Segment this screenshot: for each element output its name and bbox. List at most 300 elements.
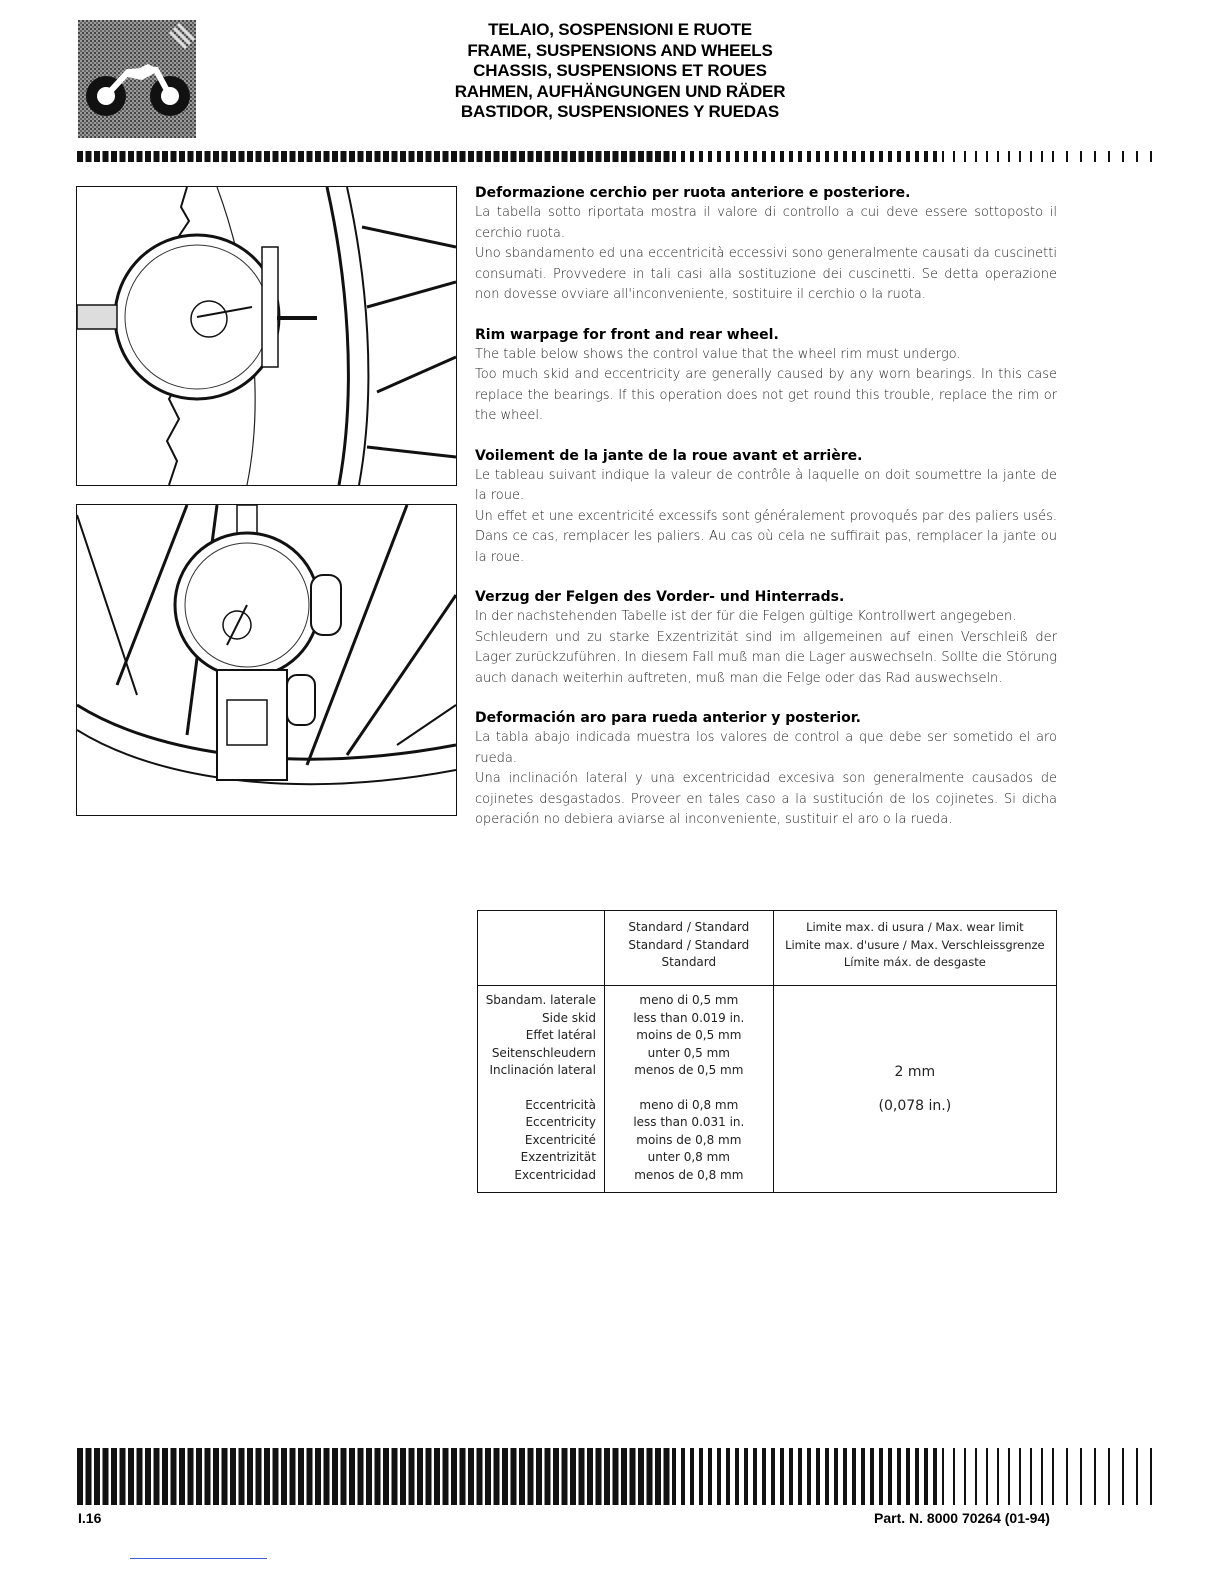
section-paragraph: Le tableau suivant indique la valeur de contrôle à laquelle on doit soumettre la jante de la roue. — [475, 467, 1057, 503]
barcode-bar — [630, 1448, 636, 1505]
section-icon — [78, 20, 196, 138]
section-fr — [475, 446, 1057, 569]
section-heading: Deformación aro para rueda anterior y posterior. — [475, 710, 861, 726]
barcode-bar — [780, 151, 784, 162]
body-text — [475, 183, 1057, 850]
barcode-bar — [196, 151, 202, 162]
barcode-bar — [613, 151, 619, 162]
barcode-bar — [205, 151, 211, 162]
barcode-bar — [726, 1448, 730, 1505]
photo-dial-gauge-front — [76, 504, 457, 816]
barcode-bar — [744, 151, 748, 162]
barcode-bar — [426, 1448, 432, 1505]
barcode-bar — [239, 1448, 245, 1505]
barcode-bar — [825, 1448, 829, 1505]
barcode-bar — [528, 1448, 534, 1505]
barcode-bar — [519, 151, 525, 162]
barcode-bar — [154, 1448, 160, 1505]
section-de — [475, 587, 1057, 689]
section-heading: Verzug der Felgen des Vorder- und Hinterrads. — [475, 589, 845, 605]
barcode-bar — [717, 151, 721, 162]
barcode-bar — [672, 151, 676, 162]
barcode-bar — [798, 1448, 802, 1505]
barcode-bar — [1008, 151, 1010, 162]
page-number: I.16 — [78, 1510, 102, 1526]
barcode-bar — [789, 151, 793, 162]
barcode-bar — [1136, 151, 1138, 162]
barcode-bar — [511, 151, 517, 162]
section-heading: Voilement de la jante de la roue avant et arrière. — [475, 447, 863, 464]
barcode-bar — [307, 1448, 313, 1505]
barcode-bar — [771, 1448, 775, 1505]
barcode-bar — [699, 151, 703, 162]
eccentricity-value: meno di 0,8 mm — [639, 1097, 739, 1112]
barcode-bar — [273, 151, 279, 162]
barcode-bar — [349, 151, 355, 162]
barcode-bar — [897, 151, 901, 162]
barcode-bar — [485, 151, 491, 162]
barcode-bar — [780, 1448, 784, 1505]
section-paragraph: Uno sbandamento ed una eccentricità eccessivi sono generalmente causati da cuscinetti consumati. Provvedere in tali casi alla sostituzione dei cuscinetti. Se detta operazione non dovesse ovviare all'inconveniente, sostituire il cerchio o la ruota. — [475, 246, 1057, 302]
barcode-bar — [825, 151, 829, 162]
barcode-bar — [596, 1448, 602, 1505]
barcode-bar — [375, 151, 381, 162]
barcode-bar — [986, 1448, 988, 1505]
barcode-bar — [553, 1448, 559, 1505]
barcode-bar — [1019, 151, 1021, 162]
barcode-bar — [986, 151, 988, 162]
skid-label: Seitenschleudern — [491, 1045, 596, 1060]
barcode-bar — [94, 1448, 100, 1505]
barcode-bar — [1094, 151, 1096, 162]
barcode-bar — [460, 1448, 466, 1505]
barcode-bar — [468, 1448, 474, 1505]
barcode-bar — [1108, 151, 1110, 162]
max-wear-limit — [773, 986, 1056, 1193]
barcode-bar — [409, 151, 415, 162]
barcode-bar — [933, 1448, 937, 1505]
barcode-bar — [942, 151, 944, 162]
eccentricity-value: menos de 0,8 mm — [634, 1167, 744, 1182]
skid-value: meno di 0,5 mm — [639, 993, 739, 1007]
barcode-bar — [1008, 1448, 1010, 1505]
barcode-bar — [247, 1448, 253, 1505]
title-de: RAHMEN, AUFHÄNGUNGEN UND RÄDER — [454, 81, 786, 101]
barcode-bar — [553, 151, 559, 162]
barcode-bar — [655, 1448, 661, 1505]
title-it: TELAIO, SOSPENSIONI E RUOTE — [488, 20, 752, 39]
bottom-decorative-strip — [77, 1448, 1157, 1505]
barcode-bar — [975, 151, 977, 162]
barcode-bar — [281, 151, 287, 162]
barcode-bar — [562, 151, 568, 162]
barcode-bar — [145, 1448, 151, 1505]
barcode-bar — [324, 1448, 330, 1505]
barcode-bar — [690, 1448, 694, 1505]
eccentricity-label: Eccentricità — [525, 1097, 596, 1112]
barcode-bar — [298, 1448, 304, 1505]
barcode-bar — [502, 1448, 508, 1505]
barcode-bar — [852, 1448, 856, 1505]
barcode-bar — [171, 1448, 177, 1505]
barcode-bar — [753, 151, 757, 162]
barcode-bar — [834, 151, 838, 162]
eccentricity-label: Excentricidad — [514, 1167, 596, 1182]
barcode-bar — [924, 1448, 928, 1505]
barcode-bar — [771, 151, 775, 162]
barcode-bar — [906, 1448, 910, 1505]
barcode-bar — [638, 151, 644, 162]
barcode-bar — [426, 151, 432, 162]
eccentricity-value: unter 0,8 mm — [647, 1150, 730, 1164]
barcode-bar — [366, 151, 372, 162]
table-corner-cell — [478, 911, 605, 986]
barcode-bar — [273, 1448, 279, 1505]
barcode-bar — [1041, 151, 1043, 162]
barcode-bar — [400, 151, 406, 162]
barcode-bar — [341, 151, 347, 162]
barcode-bar — [897, 1448, 901, 1505]
table-header-row — [478, 911, 1057, 986]
table-row — [478, 986, 1057, 1193]
title-en: FRAME, SUSPENSIONS AND WHEELS — [467, 40, 773, 60]
barcode-bar — [536, 1448, 542, 1505]
barcode-bar — [744, 1448, 748, 1505]
barcode-bar — [852, 151, 856, 162]
barcode-bar — [587, 1448, 593, 1505]
barcode-bar — [349, 1448, 355, 1505]
barcode-bar — [392, 1448, 398, 1505]
barcode-bar — [222, 1448, 228, 1505]
barcode-bar — [230, 1448, 236, 1505]
barcode-bar — [485, 1448, 491, 1505]
barcode-bar — [239, 151, 245, 162]
barcode-bar — [708, 1448, 712, 1505]
barcode-bar — [290, 1448, 296, 1505]
link-underline — [130, 1558, 267, 1559]
section-paragraph: Un effet et une excentricité excessifs sont généralement provoqués par des paliers usés. Dans ce cas, remplacer les paliers. Au cas où cela ne suffirait pas, remplacer la jante ou la roue. — [475, 508, 1057, 565]
barcode-bar — [1122, 151, 1124, 162]
section-paragraph: La tabella sotto riportata mostra il valore di controllo a cui deve essere sottoposto il cerchio ruota. — [475, 205, 1057, 241]
barcode-bar — [579, 151, 585, 162]
barcode-bar — [726, 151, 730, 162]
top-decorative-strip — [77, 150, 1157, 162]
barcode-bar — [366, 1448, 372, 1505]
title-fr: CHASSIS, SUSPENSIONS ET ROUES — [473, 61, 767, 80]
barcode-bar — [906, 151, 910, 162]
barcode-bar — [120, 1448, 126, 1505]
barcode-bar — [1066, 151, 1068, 162]
barcode-bar — [933, 151, 937, 162]
section-heading: Deformazione cerchio per ruota anteriore e posteriore. — [475, 185, 911, 201]
barcode-bar — [460, 151, 466, 162]
barcode-bar — [77, 151, 83, 162]
barcode-bar — [451, 151, 457, 162]
section-paragraph: The table below shows the control value that the wheel rim must undergo. — [475, 346, 961, 362]
barcode-bar — [604, 1448, 610, 1505]
barcode-bar — [735, 1448, 739, 1505]
barcode-bar — [843, 1448, 847, 1505]
barcode-bar — [879, 1448, 883, 1505]
barcode-bar — [400, 1448, 406, 1505]
barcode-bar — [1041, 1448, 1043, 1505]
barcode-bar — [358, 151, 364, 162]
barcode-bar — [1052, 1448, 1054, 1505]
barcode-bar — [264, 151, 270, 162]
barcode-bar — [332, 151, 338, 162]
barcode-bar — [213, 1448, 219, 1505]
barcode-bar — [298, 151, 304, 162]
barcode-bar — [861, 1448, 865, 1505]
barcode-bar — [536, 151, 542, 162]
barcode-bar — [264, 1448, 270, 1505]
barcode-bar — [77, 1448, 83, 1505]
barcode-bar — [997, 1448, 999, 1505]
section-paragraph: Too much skid and eccentricity are generally caused by any worn bearings. In this case replace the bearings. If this operation does not get round this trouble, replace the rim or the wheel. — [475, 367, 1057, 423]
barcode-bar — [128, 151, 134, 162]
barcode-bar — [997, 151, 999, 162]
barcode-bar — [924, 151, 928, 162]
barcode-bar — [630, 151, 636, 162]
barcode-bar — [154, 151, 160, 162]
barcode-bar — [870, 1448, 874, 1505]
photo-dial-gauge-side — [76, 186, 457, 486]
barcode-bar — [383, 151, 389, 162]
barcode-bar — [392, 151, 398, 162]
standard-values — [604, 986, 773, 1193]
barcode-bar — [162, 1448, 168, 1505]
barcode-bar — [111, 151, 117, 162]
chapter-titles — [300, 20, 940, 123]
barcode-bar — [332, 1448, 338, 1505]
skid-label: Sbandam. laterale — [485, 993, 596, 1007]
barcode-bar — [735, 151, 739, 162]
barcode-bar — [315, 151, 321, 162]
eccentricity-value: less than 0.031 in. — [633, 1115, 745, 1129]
standard-header-line: Standard / Standard — [628, 920, 750, 934]
barcode-bar — [762, 1448, 766, 1505]
barcode-bar — [888, 1448, 892, 1505]
barcode-bar — [953, 151, 955, 162]
limit-header-line: Limite max. di usura / Max. wear limit — [806, 920, 1024, 934]
eccentricity-value: moins de 0,8 mm — [636, 1132, 742, 1147]
barcode-bar — [1030, 151, 1032, 162]
barcode-strip — [77, 1448, 1157, 1505]
barcode-bar — [672, 1448, 676, 1505]
skid-value: moins de 0,5 mm — [636, 1028, 742, 1042]
barcode-bar — [621, 151, 627, 162]
limit-in: (0,078 in.) — [878, 1098, 952, 1114]
limit-header — [773, 911, 1056, 986]
barcode-bar — [247, 151, 253, 162]
barcode-bar — [1080, 151, 1082, 162]
limit-header-line: Límite máx. de desgaste — [843, 955, 986, 969]
barcode-bar — [579, 1448, 585, 1505]
barcode-bar — [494, 1448, 500, 1505]
barcode-bar — [861, 151, 865, 162]
barcode-bar — [708, 151, 712, 162]
barcode-bar — [604, 151, 610, 162]
barcode-bar — [1080, 1448, 1082, 1505]
section-paragraph: Schleudern und zu starke Exzentrizität sind im allgemeinen auf einen Verschleiß der Lager zurückzuführen. In diesem Fall muß man die Lager auswechseln. Sollte die Störung auch danach weiterhin auftreten, muß man die Felge oder das Rad auswechseln. — [475, 629, 1057, 686]
barcode-bar — [664, 151, 670, 162]
barcode-bar — [690, 151, 694, 162]
barcode-bar — [417, 1448, 423, 1505]
barcode-bar — [511, 1448, 517, 1505]
barcode-bar — [103, 151, 109, 162]
barcode-bar — [324, 151, 330, 162]
section-paragraph: In der nachstehenden Tabelle ist der für die Felgen gültige Kontrollwert angegeben. — [475, 609, 1017, 624]
barcode-bar — [290, 151, 296, 162]
barcode-bar — [188, 151, 194, 162]
barcode-bar — [942, 1448, 944, 1505]
barcode-bar — [587, 151, 593, 162]
barcode-bar — [1136, 1448, 1138, 1505]
section-es — [475, 708, 1057, 831]
barcode-bar — [816, 1448, 820, 1505]
barcode-bar — [434, 151, 440, 162]
barcode-bar — [162, 151, 168, 162]
skid-value: unter 0,5 mm — [647, 1045, 730, 1060]
barcode-bar — [915, 151, 919, 162]
barcode-bar — [188, 1448, 194, 1505]
skid-label: Side skid — [542, 1010, 596, 1025]
standard-header — [604, 911, 773, 986]
barcode-bar — [834, 1448, 838, 1505]
barcode-bar — [94, 151, 100, 162]
barcode-bar — [699, 1448, 703, 1505]
barcode-bar — [545, 1448, 551, 1505]
barcode-bar — [1052, 151, 1054, 162]
barcode-bar — [256, 1448, 262, 1505]
section-en — [475, 325, 1057, 427]
barcode-bar — [664, 1448, 670, 1505]
skid-value: less than 0.019 in. — [633, 1010, 745, 1025]
barcode-bar — [103, 1448, 109, 1505]
barcode-bar — [964, 151, 966, 162]
barcode-bar — [145, 151, 151, 162]
barcode-bar — [717, 1448, 721, 1505]
barcode-bar — [915, 1448, 919, 1505]
barcode-bar — [888, 151, 892, 162]
barcode-bar — [502, 151, 508, 162]
barcode-bar — [870, 151, 874, 162]
parameter-labels — [478, 986, 605, 1193]
barcode-bar — [307, 151, 313, 162]
barcode-bar — [519, 1448, 525, 1505]
section-it — [475, 183, 1057, 306]
barcode-bar — [843, 151, 847, 162]
barcode-bar — [816, 151, 820, 162]
standard-header-line: Standard / Standard — [628, 937, 750, 952]
barcode-bar — [256, 151, 262, 162]
barcode-bar — [86, 1448, 92, 1505]
barcode-bar — [681, 1448, 685, 1505]
eccentricity-label: Eccentricity — [525, 1115, 596, 1129]
skid-value: menos de 0,5 mm — [634, 1063, 744, 1077]
barcode-bar — [120, 151, 126, 162]
barcode-bar — [681, 151, 685, 162]
barcode-bar — [213, 151, 219, 162]
barcode-bar — [111, 1448, 117, 1505]
barcode-bar — [179, 151, 185, 162]
barcode-bar — [879, 151, 883, 162]
barcode-bar — [417, 151, 423, 162]
barcode-bar — [621, 1448, 627, 1505]
barcode-strip — [77, 151, 1157, 162]
barcode-bar — [86, 151, 92, 162]
barcode-bar — [798, 151, 802, 162]
barcode-bar — [964, 1448, 966, 1505]
barcode-bar — [128, 1448, 134, 1505]
barcode-bar — [953, 1448, 955, 1505]
barcode-bar — [638, 1448, 644, 1505]
barcode-bar — [477, 151, 483, 162]
skid-label: Effet latéral — [525, 1028, 596, 1042]
eccentricity-label: Excentricité — [524, 1132, 596, 1147]
barcode-bar — [545, 151, 551, 162]
barcode-bar — [613, 1448, 619, 1505]
barcode-bar — [137, 151, 143, 162]
barcode-bar — [409, 1448, 415, 1505]
barcode-bar — [281, 1448, 287, 1505]
barcode-bar — [647, 1448, 653, 1505]
barcode-bar — [762, 151, 766, 162]
barcode-bar — [647, 151, 653, 162]
barcode-bar — [1030, 1448, 1032, 1505]
rim-warpage-table — [477, 910, 1057, 1193]
barcode-bar — [1066, 1448, 1068, 1505]
limit-mm: 2 mm — [894, 1064, 936, 1080]
barcode-bar — [655, 151, 661, 162]
barcode-bar — [196, 1448, 202, 1505]
barcode-bar — [358, 1448, 364, 1505]
barcode-bar — [807, 151, 811, 162]
barcode-bar — [1019, 1448, 1021, 1505]
barcode-bar — [375, 1448, 381, 1505]
barcode-bar — [807, 1448, 811, 1505]
barcode-bar — [562, 1448, 568, 1505]
barcode-bar — [494, 151, 500, 162]
barcode-bar — [451, 1448, 457, 1505]
barcode-bar — [753, 1448, 757, 1505]
barcode-bar — [230, 151, 236, 162]
barcode-bar — [528, 151, 534, 162]
barcode-bar — [1150, 1448, 1152, 1505]
section-heading: Rim warpage for front and rear wheel. — [475, 326, 779, 343]
barcode-bar — [1122, 1448, 1124, 1505]
barcode-bar — [179, 1448, 185, 1505]
barcode-bar — [443, 151, 449, 162]
title-es: BASTIDOR, SUSPENSIONES Y RUEDAS — [460, 102, 780, 121]
skid-label: Inclinación lateral — [489, 1063, 596, 1077]
barcode-bar — [477, 1448, 483, 1505]
barcode-bar — [596, 151, 602, 162]
barcode-bar — [137, 1448, 143, 1505]
barcode-bar — [1108, 1448, 1110, 1505]
barcode-bar — [434, 1448, 440, 1505]
barcode-bar — [1150, 151, 1152, 162]
section-paragraph: Una inclinación lateral y una excentricidad excesiva son generalmente causados de cojinetes desgastados. Proveer en tales caso a la sustitución de los cojinetes. Si dicha operación no debiera aviarse al inconveniente, sustituir el aro o la rueda. — [475, 771, 1057, 827]
barcode-bar — [443, 1448, 449, 1505]
barcode-bar — [341, 1448, 347, 1505]
standard-header-line: Standard — [661, 955, 717, 969]
barcode-bar — [975, 1448, 977, 1505]
part-number: Part. N. 8000 70264 (01-94) — [874, 1510, 1050, 1526]
barcode-bar — [171, 151, 177, 162]
barcode-bar — [570, 1448, 576, 1505]
barcode-bar — [383, 1448, 389, 1505]
